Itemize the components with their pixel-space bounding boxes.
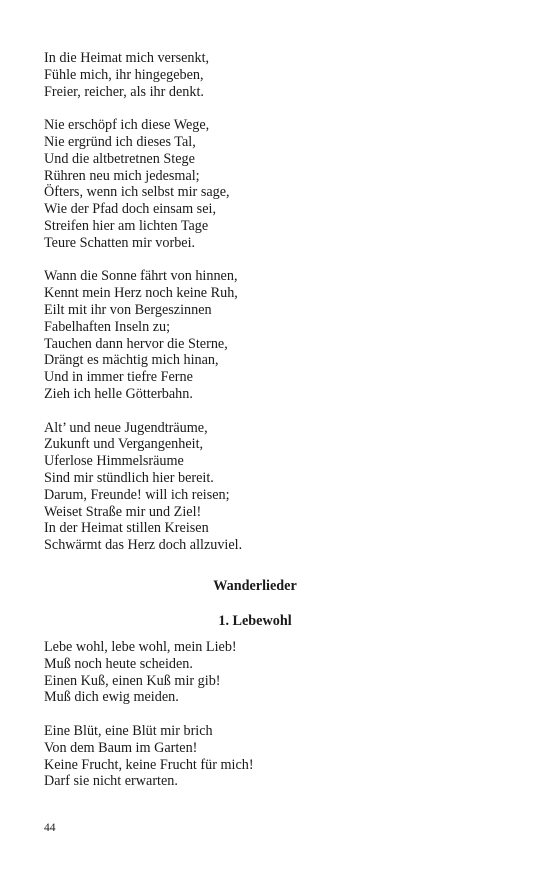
verse-line: Nie ergründ ich dieses Tal, — [44, 133, 196, 150]
verse-line: Muß dich ewig meiden. — [44, 689, 179, 706]
verse-line: In der Heimat stillen Kreisen — [44, 520, 209, 537]
poem-block-bottom — [44, 639, 514, 790]
verse-line: Schwärmt das Herz doch allzuviel. — [44, 537, 243, 554]
verse-line: Muß noch heute scheiden. — [44, 655, 193, 672]
verse-line: Einen Kuß, einen Kuß mir gib! — [44, 672, 221, 689]
verse-line: Von dem Baum im Garten! — [44, 739, 198, 756]
verse-line: Uferlose Himmelsräume — [44, 453, 184, 470]
verse-line: Zieh ich helle Götterbahn. — [44, 385, 193, 402]
verse-line: Eilt mit ihr von Bergeszinnen — [44, 301, 212, 318]
verse-line: Lebe wohl, lebe wohl, mein Lieb! — [44, 639, 237, 655]
poem-block-top — [44, 50, 514, 554]
verse-line: Und die altbetretnen Stege — [44, 150, 195, 167]
stanza — [44, 639, 514, 706]
verse-line: Darum, Freunde! will ich reisen; — [44, 486, 230, 503]
verse-line: Öfters, wenn ich selbst mir sage, — [44, 184, 230, 201]
verse-line: Nie erschöpf ich diese Wege, — [44, 117, 210, 134]
stanza — [44, 117, 514, 251]
verse-line: Darf sie nicht erwarten. — [44, 773, 178, 790]
verse-line: Eine Blüt, eine Blüt mir brich — [44, 722, 213, 739]
poem-title: 1. Lebewohl — [218, 613, 292, 629]
stanza — [44, 268, 514, 402]
verse-line: Teure Schatten mir vorbei. — [44, 234, 196, 251]
verse-line: Drängt es mächtig mich hinan, — [44, 352, 219, 369]
stanza — [44, 50, 514, 100]
verse-line: In die Heimat mich versenkt, — [44, 50, 210, 66]
verse-line: Fühle mich, ihr hingegeben, — [44, 66, 204, 83]
verse-line: Kennt mein Herz noch keine Ruh, — [44, 285, 238, 302]
verse-line: Streifen hier am lichten Tage — [44, 217, 209, 234]
verse-line: Wie der Pfad doch einsam sei, — [44, 201, 216, 218]
section-title: Wanderlieder — [213, 578, 297, 594]
verse-line: Und in immer tiefre Ferne — [44, 369, 193, 386]
verse-line: Rühren neu mich jedesmal; — [44, 167, 200, 184]
verse-line: Keine Frucht, keine Frucht für mich! — [44, 756, 254, 773]
verse-line: Alt’ und neue Jugendträume, — [44, 419, 208, 436]
stanza — [44, 420, 514, 554]
verse-line: Zukunft und Vergangenheit, — [44, 436, 204, 453]
verse-line: Fabelhaften Inseln zu; — [44, 318, 171, 335]
verse-line: Freier, reicher, als ihr denkt. — [44, 83, 204, 100]
verse-line: Sind mir stündlich hier bereit. — [44, 469, 214, 486]
verse-line: Weiset Straße mir und Ziel! — [44, 503, 202, 520]
stanza — [44, 723, 514, 790]
page-number: 44 — [44, 822, 56, 834]
verse-line: Wann die Sonne fährt von hinnen, — [44, 268, 238, 285]
verse-line: Tauchen dann hervor die Sterne, — [44, 335, 228, 352]
